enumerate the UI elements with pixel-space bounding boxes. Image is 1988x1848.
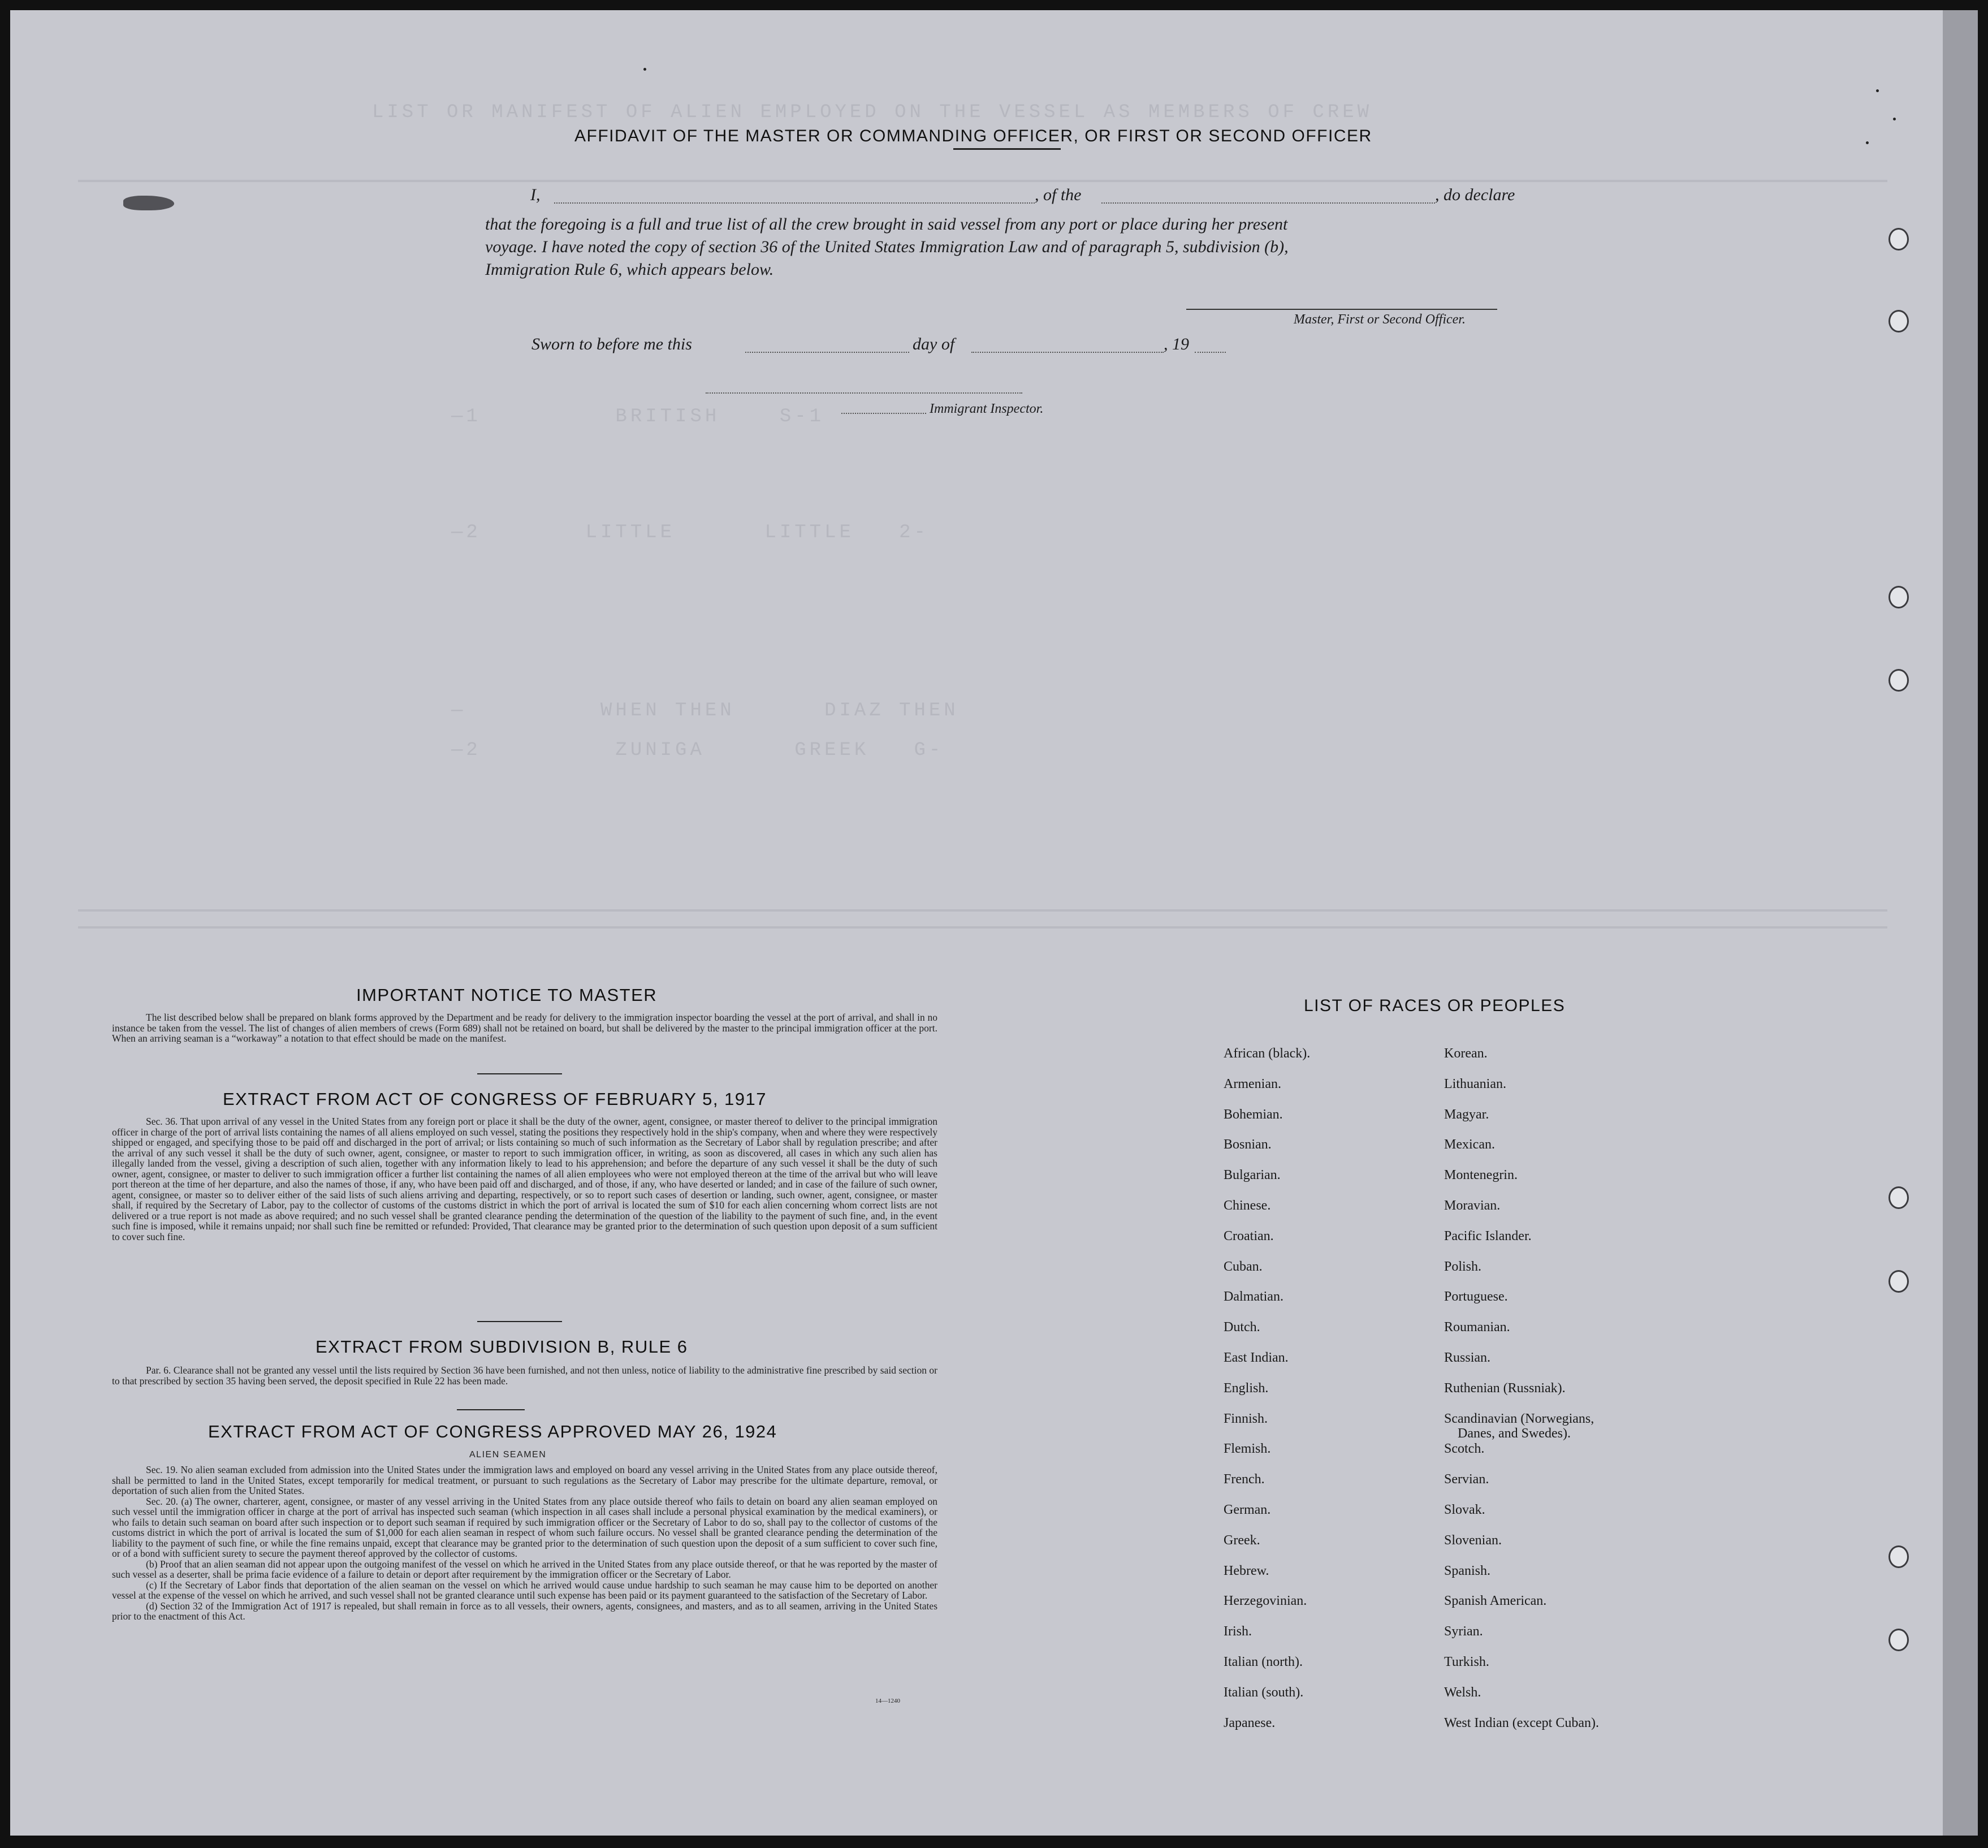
race-item: Pacific Islander. bbox=[1444, 1228, 1532, 1243]
bleed-through-rule bbox=[78, 909, 1887, 912]
race-item: Slovenian. bbox=[1444, 1532, 1502, 1548]
punch-hole bbox=[1888, 310, 1909, 333]
race-item: Flemish. bbox=[1224, 1441, 1271, 1457]
race-item: Dutch. bbox=[1224, 1320, 1260, 1335]
inspector-signature-lead bbox=[841, 413, 926, 414]
notice-paragraph: The list described below shall be prepared on blank forms approved by the Department and be ready for delivery to the immigration inspector boarding the vessel at the port of arrival, and shall in no instance be taken from the vessel. The list of changes of alien members of crews (Form 689) shall not be retained on board, but shall be delivered by the master to the principal immigration officer at the port. When an arriving seaman is a “workaway” a notation to that effect should be made on the manifest. bbox=[112, 1012, 937, 1044]
race-item: Bohemian. bbox=[1224, 1107, 1283, 1122]
race-item: German. bbox=[1224, 1502, 1271, 1517]
race-item: Slovak. bbox=[1444, 1502, 1485, 1517]
races-title: LIST OF RACES OR PEOPLES bbox=[1304, 996, 1566, 1015]
bleed-through-rule bbox=[78, 180, 1887, 182]
bleed-through-text: —2 LITTLE LITTLE 2- bbox=[451, 522, 929, 543]
race-item: East Indian. bbox=[1224, 1350, 1289, 1365]
race-item: Italian (south). bbox=[1224, 1685, 1304, 1700]
inspector-signature-label: Immigrant Inspector. bbox=[930, 401, 1044, 416]
bleed-through-text: LIST OR MANIFEST OF ALIEN EMPLOYED ON THE VESSEL AS MEMBERS OF CREW bbox=[372, 102, 1373, 123]
punch-hole bbox=[1888, 1629, 1909, 1651]
punch-hole bbox=[1888, 228, 1909, 251]
extract-1917-text bbox=[112, 1116, 937, 1242]
ink-smudge bbox=[123, 196, 174, 210]
race-item: African (black). bbox=[1224, 1046, 1311, 1061]
sworn-day-of: day of bbox=[913, 335, 955, 353]
race-item: Italian (north). bbox=[1224, 1655, 1303, 1669]
vessel-name-field[interactable] bbox=[1101, 202, 1435, 204]
affidavit-line1-declare: , do declare bbox=[1435, 185, 1515, 204]
extract-rule6-paragraph: Par. 6. Clearance shall not be granted any vessel until the lists required by Section 36 have been furnished, and not then unless, notice of liability to the administrative fine prescribed by said section or to that prescribed by section 35 having been served, the deposit specified in Rule 22 has been made. bbox=[112, 1365, 937, 1387]
extract-1917-title: EXTRACT FROM ACT OF CONGRESS OF FEBRUARY 5, 1917 bbox=[223, 1089, 767, 1109]
punch-hole bbox=[1888, 669, 1909, 692]
race-item: Portuguese. bbox=[1444, 1289, 1508, 1305]
extract-rule6-title: EXTRACT FROM SUBDIVISION B, RULE 6 bbox=[316, 1337, 688, 1357]
race-item: Russian. bbox=[1444, 1350, 1491, 1365]
page-edge bbox=[1943, 10, 1978, 1836]
race-item: Welsh. bbox=[1444, 1685, 1481, 1700]
extract-1924-sec20b: (b) Proof that an alien seaman did not appear upon the outgoing manifest of the vessel on which he arrived in the United States from any place outside thereof, or that he was reported by the master of such vessel as a deserter, shall be prima facie evidence of a failure to detain or deport after requirement by the immigration officer or the Secretary of Labor. bbox=[112, 1558, 937, 1580]
extract-1924-title: EXTRACT FROM ACT OF CONGRESS APPROVED MAY 26, 1924 bbox=[208, 1422, 777, 1441]
race-item: Herzegovinian. bbox=[1224, 1594, 1307, 1609]
extract-1924-sec19: Sec. 19. No alien seaman excluded from admission into the United States under the immigration laws and employed on board any vessel arriving in the United States from any place outside thereof, shall be permitted to land in the United States, except temporarily for medical treatment, or pursuant to such regulations as the Secretary of Labor may prescribe for the ultimate departure, removal, or deportation of such alien from the United States. bbox=[112, 1464, 937, 1496]
race-item: Spanish American. bbox=[1444, 1594, 1547, 1609]
sworn-month-field[interactable] bbox=[971, 352, 1164, 353]
sworn-year-field[interactable] bbox=[1195, 352, 1226, 353]
race-item: Turkish. bbox=[1444, 1655, 1489, 1669]
inspector-signature-line[interactable] bbox=[706, 392, 1022, 394]
race-item: Montenegrin. bbox=[1444, 1168, 1518, 1183]
race-item: Croatian. bbox=[1224, 1228, 1274, 1243]
extract-rule6-text bbox=[112, 1365, 937, 1386]
bleed-through-text: —1 BRITISH S-1 bbox=[451, 406, 825, 428]
notice-text bbox=[112, 1012, 937, 1044]
race-item: English. bbox=[1224, 1380, 1269, 1396]
extract-1924-sec20c: (c) If the Secretary of Labor finds that deportation of the alien seaman on the vessel on which he arrived would cause undue hardship to such seaman he may cause him to be deported on another vessel at the expense of the vessel on which he arrived, and such vessel shall not be granted clearance until such expense has been paid or its payment guaranteed to the satisfaction of the Secretary of Labor. bbox=[112, 1579, 937, 1601]
affidavit-line3: voyage. I have noted the copy of section 36 of the United States Immigration Law and of paragraph 5, subdivision (b), bbox=[485, 238, 1289, 256]
affidavit-line1-of-the: , of the bbox=[1035, 185, 1082, 204]
race-item: Bulgarian. bbox=[1224, 1168, 1281, 1183]
race-item: Spanish. bbox=[1444, 1563, 1491, 1578]
race-item: Dalmatian. bbox=[1224, 1289, 1283, 1305]
race-item: Scotch. bbox=[1444, 1441, 1485, 1457]
affidavit-title-rule bbox=[953, 148, 1061, 150]
extract-1924-text bbox=[112, 1465, 937, 1622]
race-item: Mexican. bbox=[1444, 1137, 1495, 1152]
ink-speck bbox=[1876, 89, 1879, 92]
bleed-through-text: —2 ZUNIGA GREEK G- bbox=[451, 740, 944, 761]
race-item: Ruthenian (Russniak). bbox=[1444, 1380, 1566, 1396]
race-item: French. bbox=[1224, 1472, 1265, 1487]
race-item: Bosnian. bbox=[1224, 1137, 1272, 1152]
race-item: Servian. bbox=[1444, 1472, 1489, 1487]
race-item: Irish. bbox=[1224, 1624, 1252, 1639]
race-item: Japanese. bbox=[1224, 1715, 1276, 1730]
sworn-day-field[interactable] bbox=[745, 352, 909, 353]
affidavit-line1-i: I, bbox=[530, 185, 541, 204]
master-signature-line[interactable] bbox=[1186, 309, 1497, 310]
ink-speck bbox=[1866, 141, 1869, 144]
master-signature-label: Master, First or Second Officer. bbox=[1294, 312, 1466, 327]
bleed-through-rule bbox=[78, 926, 1887, 929]
extract-1917-paragraph: Sec. 36. That upon arrival of any vessel in the United States from any foreign port or place it shall be the duty of the owner, agent, consignee, or master thereof to deliver to the principal immigration officer in charge of the port of arrival lists containing the names of all aliens employed on such vessel, stating the positions they respectively hold in the ship's company, when and where they were respectively shipped or engaged, and specifying those to be paid off and discharged in the port of arrival; or lists containing so much of such information as the Secretary of Labor shall by regulation prescribe; and after the arrival of any such vessel it shall be the duty of such owner, agent, consignee, or master to report to such immigration officer, in writing, as soon as discovered, all cases in which any such alien has illegally landed from the vessel, giving a description of such alien, together with any information likely to lead to his apprehension; and before the departure of any such vessel it shall be the duty of such owner, agent, consignee, or master to deliver to such immigration officer a further list containing the names of all alien employees who were not employed thereon at the time of the arrival but who will leave port thereon at the time of her departure, and also the names of those, if any, who have been paid off and discharged, and of those, if any, who have deserted or landed; and in case of the failure of such owner, agent, consignee, or master so to deliver either of the said lists of such aliens arriving and departing, respectively, or so to report such cases of desertion or landing, such owner, agent, consignee, or master shall, if required by the Secretary of Labor, pay to the collector of customs of the customs district in which the port of arrival is located the sum of $10 for each alien concerning whom correct lists are not delivered or a true report is not made as above required; and no such vessel shall be granted clearance pending the determination of the question of the liability to the payment of such fine, and, in the event such fine is imposed, while it remains unpaid; nor shall such fine be remitted or refunded: Provided, That clearance may be granted prior to the determination of such question upon deposit of a sum sufficient to cover such fine. bbox=[112, 1116, 937, 1242]
extract-1924-subtitle: ALIEN SEAMEN bbox=[469, 1450, 547, 1460]
race-item: Hebrew. bbox=[1224, 1563, 1269, 1578]
affidavit-line2: that the foregoing is a full and true list of all the crew brought in said vessel from any port or place during her present bbox=[485, 215, 1288, 234]
race-item: Moravian. bbox=[1444, 1198, 1501, 1213]
section-divider bbox=[477, 1321, 562, 1322]
notice-title: IMPORTANT NOTICE TO MASTER bbox=[356, 985, 658, 1005]
race-item: Scandinavian (Norwegians, Danes, and Swedes). bbox=[1444, 1411, 1594, 1441]
race-item: Chinese. bbox=[1224, 1198, 1271, 1213]
punch-hole bbox=[1888, 586, 1909, 608]
punch-hole bbox=[1888, 1270, 1909, 1293]
race-item: Syrian. bbox=[1444, 1624, 1483, 1639]
race-item: West Indian (except Cuban). bbox=[1444, 1715, 1599, 1730]
form-number: 14—1240 bbox=[875, 1698, 900, 1704]
extract-1924-sec20a: Sec. 20. (a) The owner, charterer, agent, consignee, or master of any vessel arriving in the United States from any place outside thereof who fails to detain on board any alien seaman employed on such vessel until the immigration officer in charge at the port of arrival has inspected such seaman (which inspection in all cases shall include a personal physical examination by the medical examiners), or who fails to detain such seaman on board after such inspection or to deport such seaman if required by such immigration officer or the Secretary of Labor to do so, shall pay to the collector of customs of the customs district in which the port of arrival is located the sum of $1,000 for each alien seaman in respect of whom such failure occurs. No vessel shall be granted clearance pending the determination of the liability to the payment of such fine, or while the fine remains unpaid, except that clearance may be granted prior to the determination of such question upon the deposit of a sum sufficient to cover such fine, or of a bond with sufficient surety to secure the payment thereof approved by the collector of customs. bbox=[112, 1495, 937, 1559]
punch-hole bbox=[1888, 1186, 1909, 1209]
race-item: Korean. bbox=[1444, 1046, 1488, 1061]
race-item: Finnish. bbox=[1224, 1411, 1268, 1426]
ink-speck bbox=[643, 68, 646, 71]
sworn-year-prefix: , 19 bbox=[1164, 335, 1189, 353]
ink-speck bbox=[1893, 118, 1896, 120]
section-divider bbox=[477, 1073, 562, 1074]
declarant-name-field[interactable] bbox=[554, 202, 1035, 204]
race-item: Magyar. bbox=[1444, 1107, 1489, 1122]
race-item: Armenian. bbox=[1224, 1076, 1281, 1091]
race-item: Cuban. bbox=[1224, 1259, 1263, 1274]
extract-1924-sec20d: (d) Section 32 of the Immigration Act of 1917 is repealed, but shall remain in force as to all vessels, their owners, agents, consignees, and masters, and as to all seamen, arriving in the United States prior to the enactment of this Act. bbox=[112, 1600, 937, 1622]
affidavit-line4: Immigration Rule 6, which appears below. bbox=[485, 260, 774, 279]
punch-hole bbox=[1888, 1545, 1909, 1568]
race-item: Roumanian. bbox=[1444, 1320, 1510, 1335]
race-item: Lithuanian. bbox=[1444, 1076, 1506, 1091]
sworn-prefix: Sworn to before me this bbox=[531, 335, 692, 353]
affidavit-title: AFFIDAVIT OF THE MASTER OR COMMANDING OFFICER, OR FIRST OR SECOND OFFICER bbox=[574, 127, 1372, 145]
document-page bbox=[10, 10, 1943, 1836]
race-item: Polish. bbox=[1444, 1259, 1482, 1274]
section-divider bbox=[457, 1409, 525, 1410]
race-item: Greek. bbox=[1224, 1532, 1260, 1548]
bleed-through-text: — WHEN THEN DIAZ THEN bbox=[451, 700, 959, 722]
